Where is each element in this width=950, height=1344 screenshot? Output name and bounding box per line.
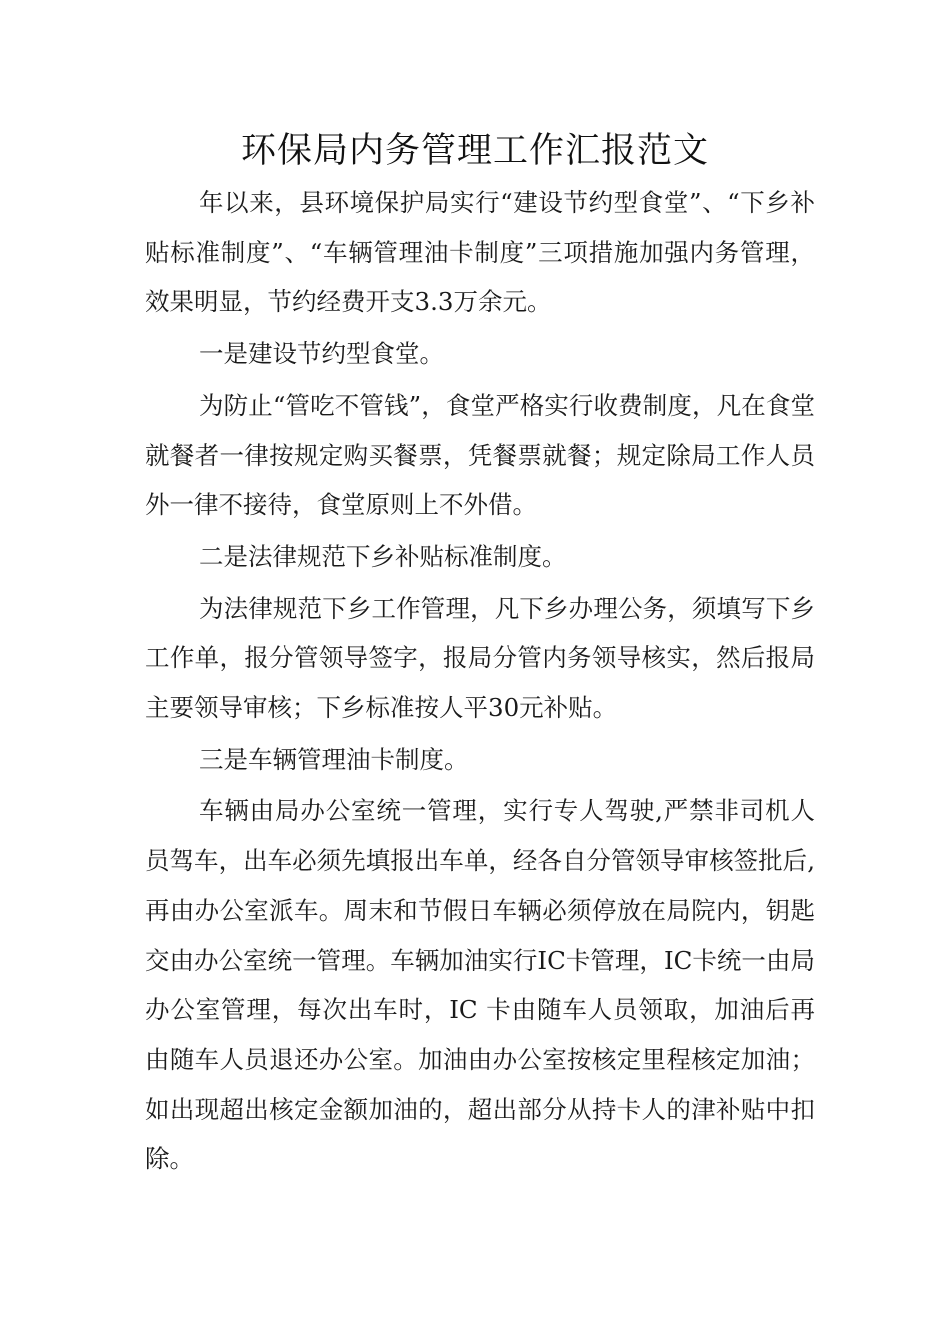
document-body <box>145 178 815 1186</box>
section-heading-canteen: 一是建设节约型食堂。 <box>199 339 444 369</box>
section-heading-subsidy: 二是法律规范下乡补贴标准制度。 <box>199 541 567 571</box>
intro-paragraph: 年以来，县环境保护局实行“建设节约型食堂”、“下乡补贴标准制度”、“车辆管理油卡制度”三项措施加强内务管理，效果明显，节约经费开支3.3万余元。 <box>145 188 815 317</box>
document-title: 环保局内务管理工作汇报范文 <box>240 131 709 171</box>
section-heading-vehicle: 三是车辆管理油卡制度。 <box>199 744 469 774</box>
subsidy-paragraph: 为法律规范下乡工作管理，凡下乡办理公务，须填写下乡工作单，报分管领导签字，报局分管内务领导核实，然后报局主要领导审核；下乡标准按人平30元补贴。 <box>145 593 815 723</box>
vehicle-paragraph: 车辆由局办公室统一管理，实行专人驾驶,严禁非司机人员驾车，出车必须先填报出车单，经各自分管领导审核签批后,再由办公室派车。周末和节假日车辆必须停放在局院内，钥匙交由办公室统一管理。车辆加油实行IC卡管理，IC卡统一由局办公室管理，每次出车时，IC 卡由随车人员领取，加油后再由随车人员退还办公室。加油由办公室按核定里程核定加油；如出现超出核定金额加油的，超出部分从持卡人的津补贴中扣除。 <box>145 796 815 1174</box>
canteen-paragraph: 为防止“管吃不管钱”，食堂严格实行收费制度，凡在食堂就餐者一律按规定购买餐票，凭餐票就餐；规定除局工作人员外一律不接待，食堂原则上不外借。 <box>145 390 815 520</box>
